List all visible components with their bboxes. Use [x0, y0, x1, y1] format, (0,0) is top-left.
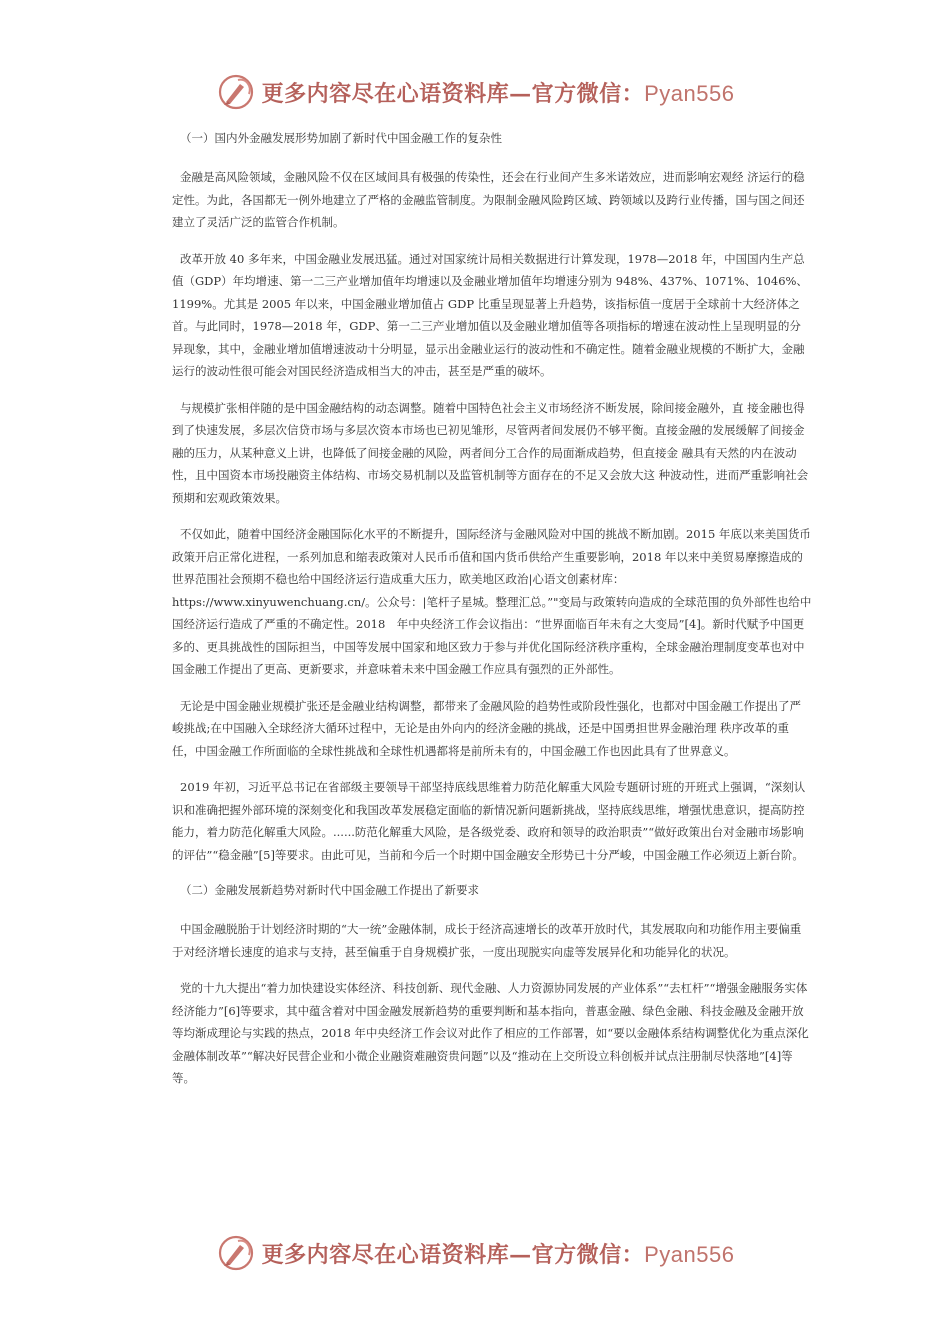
paragraph: 2019 年初，习近平总书记在省部级主要领导干部坚持底线思维着力防范化解重大风险专题研讨班的开班式上强调，“深刻认识和准确把握外部环境的深刻变化和我国改革发展稳定面临的新情况新问题新挑战，坚持底线思维，增强忧患意识，提高防控能力，着力防范化解重大风险。......防范化解重大风险，是各级党委、政府和领导的政治职责”“做好政策出台对金融市场影响的评估”“稳金融”[5]等要求。由此可见，当前和今后一个时期中国金融安全形势已十分严峻，中国金融工作必须迈上新台阶。: [172, 780, 806, 862]
footer-banner: [0, 1231, 950, 1275]
pen-logo-icon: [216, 72, 256, 112]
paragraph: 无论是中国金融业规模扩张还是金融业结构调整，都带来了金融风险的趋势性或阶段性强化，也都对中国金融工作提出了严峻挑战;在中国融入全球经济大循环过程中，无论是由外向内的经济金融的挑战，还是中国勇担世界金融治理 秩序改革的重任，中国金融工作所面临的全球性挑战和全球性机遇都将是前所未有的，中国金融工作也因此具有了世界意义。: [172, 698, 801, 758]
pen-logo-icon: [216, 1233, 256, 1273]
paragraph: 党的十九大提出“着力加快建设实体经济、科技创新、现代金融、人力资源协同发展的产业体系”“去杠杆”“增强金融服务实体经济能力”[6]等要求，其中蕴含着对中国金融发展新趋势的重要判断和基本指向，普惠金融、绿色金融、科技金融及金融开放等均渐成理论与实践的热点，2018 年中央经济工作会议对此作了相应的工作部署，如“要以金融体系结构调整优化为重点深化金融体制改革”“解决好民营企业和小微企业融资难融资贵问题”以及“推动在上交所设立科创板并试点注册制尽快落地”[4]等等。: [172, 981, 809, 1085]
paragraph: 中国金融脱胎于计划经济时期的“大一统”金融体制，成长于经济高速增长的改革开放时代，其发展取向和功能作用主要偏重于对经济增长速度的追求与支持，甚至偏重于自身规模扩张，一度出现脱实向虚等发展异化和功能异化的状况。: [172, 922, 802, 959]
paragraph: 改革开放 40 多年来，中国金融业发展迅猛。通过对国家统计局相关数据进行计算发现，1978—2018 年，中国国内生产总值（GDP）年均增速、第一二三产业增加值年均增速以及金融业增加值年均增速分别为 948%、437%、1071%、1046%、1199%。尤其是 2005 年以来，中国金融业增加值占 GDP 比重呈现显著上升趋势，该指标值一度居于全球前十大经济体之首。与此同时，1978—2018 年，GDP、第一二三产业增加值以及金融业增加值等各项指标的增速在波动性上呈现明显的分异现象，其中，金融业增加值增速波动十分明显，显示出金融业运行的波动性和不确定性。随着金融业规模的不断扩大，金融运行的波动性很可能会对国民经济造成相当大的冲击，甚至是严重的破坏。: [172, 251, 808, 378]
paragraph: 与规模扩张相伴随的是中国金融结构的动态调整。随着中国特色社会主义市场经济不断发展，除间接金融外，直 接金融也得到了快速发展，多层次信贷市场与多层次资本市场也已初见雏形，尽管两者间发展仍不够平衡。直接金融的发展缓解了间接金融的压力，从某种意义上讲，也降低了间接金融的风险，两者间分工合作的局面渐成趋势，但直接金 融具有天然的内在波动性，且中国资本市场投融资主体结构、市场交易机制以及监管机制等方面存在的不足又会放大这 种波动性，进而严重影响社会预期和宏观政策效果。: [172, 400, 809, 505]
paragraph: 金融是高风险领域，金融风险不仅在区域间具有极强的传染性，还会在行业间产生多米诺效应，进而影响宏观经 济运行的稳定性。为此，各国都无一例外地建立了严格的金融监管制度。为限制金融风险跨区域、跨领域以及跨行业传播，国与国之间还建立了灵活广泛的监管合作机制。: [172, 170, 805, 229]
header-banner: [0, 70, 950, 114]
banner-text: 更多内容尽在心语资料库—官方微信：Pyan556: [261, 80, 735, 107]
section-heading-1: （一）国内外金融发展形势加剧了新时代中国金融工作的复杂性: [180, 131, 502, 145]
article-body: [172, 128, 812, 1104]
section-heading-2: （二）金融发展新趋势对新时代中国金融工作提出了新要求: [180, 883, 479, 897]
banner-text: 更多内容尽在心语资料库—官方微信：Pyan556: [261, 1241, 735, 1268]
paragraph: 不仅如此，随着中国经济金融国际化水平的不断提升，国际经济与金融风险对中国的挑战不断加剧。2015 年底以来美国货币政策开启正常化进程，一系列加息和缩表政策对人民币币值和国内货币供给产生重要影响，2018 年以来中美贸易摩擦造成的世界范围社会预期不稳也给中国经济运行造成重大压力，欧美地区政治|心语文创素材库：https://www.xinyuwenchuang.cn/。公众号：|笔杆子星城。整理汇总。”"变局与政策转向造成的全球范围的负外部性也给中国经济运行造成了严重的不确定性。2018 年中央经济工作会议指出：“世界面临百年未有之大变局”[4]。新时代赋予中国更多的、更具挑战性的国际担当，中国等发展中国家和地区致力于参与并优化国际经济秩序重构，全球金融治理制度变革也对中国金融工作提出了更高、更新要求，并意味着未来中国金融工作应具有强烈的正外部性。: [172, 527, 812, 676]
